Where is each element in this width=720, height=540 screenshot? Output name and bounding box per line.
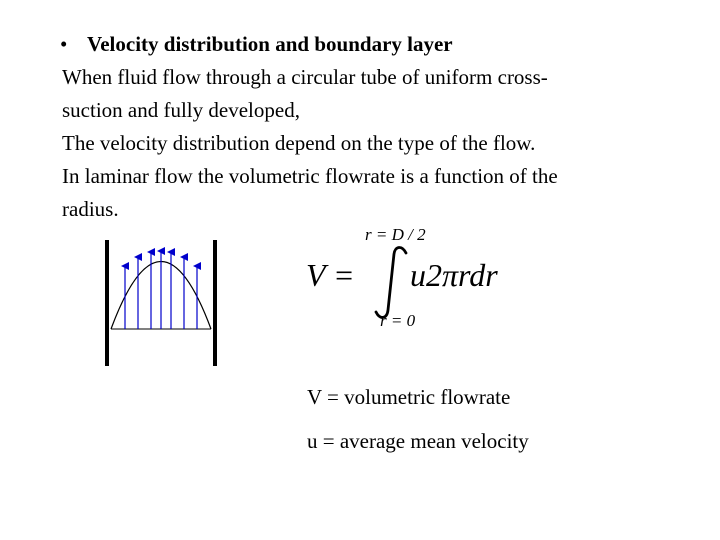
heading-line xyxy=(60,28,702,61)
definition-flowrate: V = volumetric flowrate xyxy=(307,385,511,409)
paragraph-3-line-2: radius. xyxy=(62,197,119,221)
paragraph-3-line-1: In laminar flow the volumetric flowrate is a function of the xyxy=(62,164,558,188)
slide-text xyxy=(62,28,702,226)
paragraph-2-line-1: The velocity distribution depend on the type of the flow. xyxy=(62,131,536,155)
paragraph-1 xyxy=(62,61,702,127)
paragraph-1-line-1: When fluid flow through a circular tube of uniform cross- xyxy=(62,65,548,89)
formula-lhs: V = xyxy=(306,257,355,293)
definitions xyxy=(307,380,529,468)
integrand: u2πrdr xyxy=(410,257,498,293)
bullet-icon: • xyxy=(60,32,68,56)
heading: Velocity distribution and boundary layer xyxy=(87,32,453,56)
flowrate-formula xyxy=(300,224,530,334)
lower-limit: r = 0 xyxy=(380,311,416,330)
paragraph-1-line-2: suction and fully developed, xyxy=(62,98,300,122)
paragraph-3 xyxy=(62,160,702,226)
integral-sign-icon xyxy=(376,247,406,317)
upper-limit: r = D / 2 xyxy=(365,225,426,244)
definition-velocity: u = average mean velocity xyxy=(307,429,529,453)
paragraph-2 xyxy=(62,127,702,160)
velocity-profile-diagram xyxy=(95,232,225,372)
